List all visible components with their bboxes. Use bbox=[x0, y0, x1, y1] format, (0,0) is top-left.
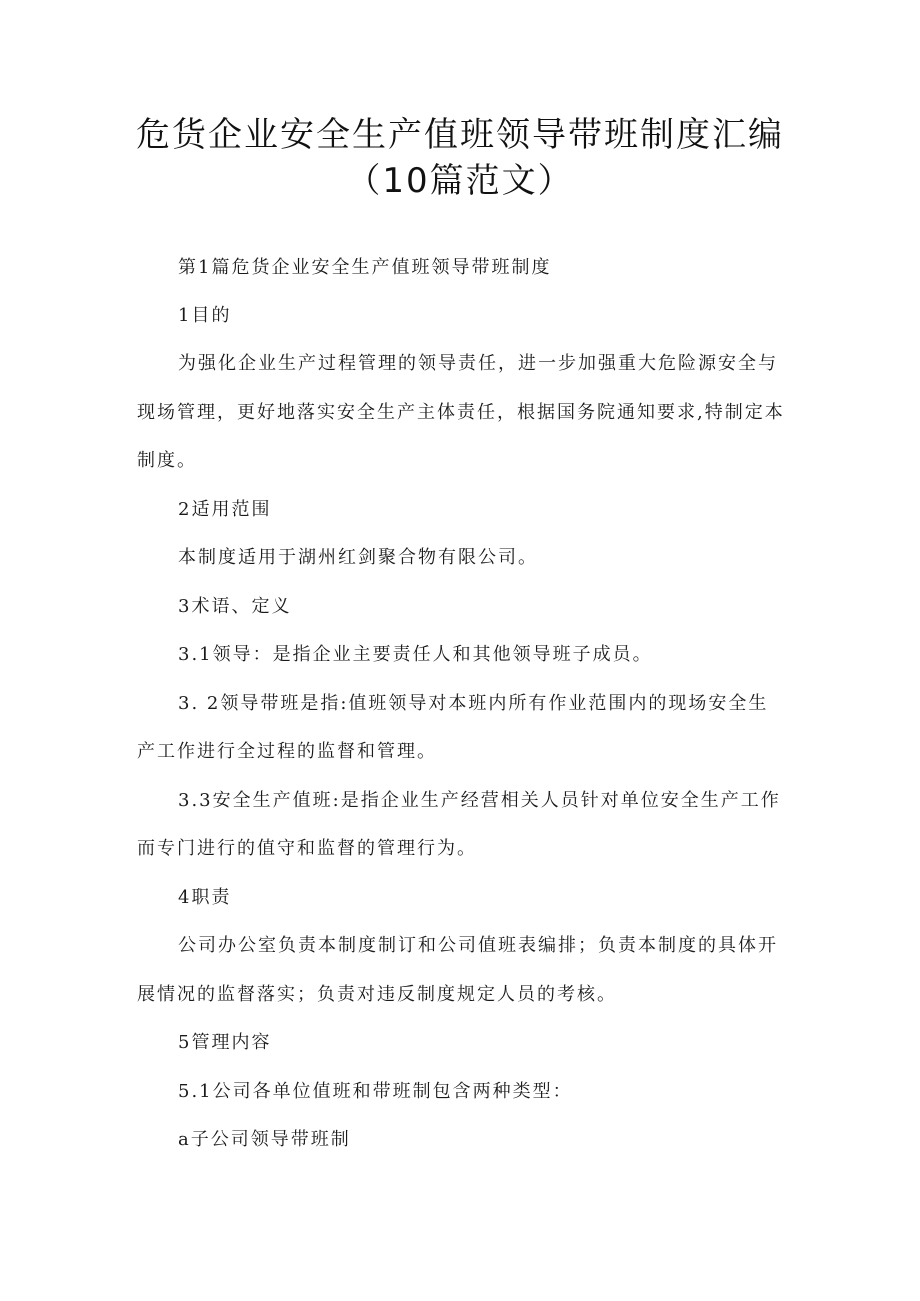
document-subtitle: （10篇范文） bbox=[346, 161, 574, 201]
section-1-paragraph-line-2: 现场管理，更好地落实安全生产主体责任，根据国务院通知要求,特制定本 bbox=[137, 402, 785, 423]
section-1-paragraph-line-3: 制度。 bbox=[137, 450, 197, 471]
section-5-1: 5.1公司各单位值班和带班制包含两种类型： bbox=[178, 1081, 573, 1102]
section-2-title: 2适用范围 bbox=[178, 499, 272, 520]
section-2-paragraph: 本制度适用于湖州红剑聚合物有限公司。 bbox=[178, 547, 538, 568]
section-3-2-line-2: 产工作进行全过程的监督和管理。 bbox=[137, 741, 437, 762]
document-title: 危货企业安全生产值班领导带班制度汇编 bbox=[136, 115, 784, 155]
section-3-title: 3术语、定义 bbox=[178, 596, 292, 617]
section-4-title: 4职责 bbox=[178, 887, 232, 908]
section-5-a: a子公司领导带班制 bbox=[178, 1129, 351, 1150]
section-5-title: 5管理内容 bbox=[178, 1032, 272, 1053]
section-3-3-line-1: 3.3安全生产值班:是指企业生产经营相关人员针对单位安全生产工作 bbox=[178, 790, 781, 811]
section-3-3-line-2: 而专门进行的值守和监督的管理行为。 bbox=[137, 838, 477, 859]
section-3-2-line-1: 3. 2领导带班是指:值班领导对本班内所有作业范围内的现场安全生 bbox=[178, 693, 769, 714]
section-3-1: 3.1领导：是指企业主要责任人和其他领导班子成员。 bbox=[178, 644, 653, 665]
section-4-paragraph-line-2: 展情况的监督落实；负责对违反制度规定人员的考核。 bbox=[137, 984, 617, 1005]
section-1-paragraph-line-1: 为强化企业生产过程管理的领导责任，进一步加强重大危险源安全与 bbox=[178, 353, 778, 374]
section-1-title: 1目的 bbox=[178, 305, 232, 326]
section-4-paragraph-line-1: 公司办公室负责本制度制订和公司值班表编排；负责本制度的具体开 bbox=[178, 935, 778, 956]
chapter-heading: 第1篇危货企业安全生产值班领导带班制度 bbox=[178, 257, 552, 278]
